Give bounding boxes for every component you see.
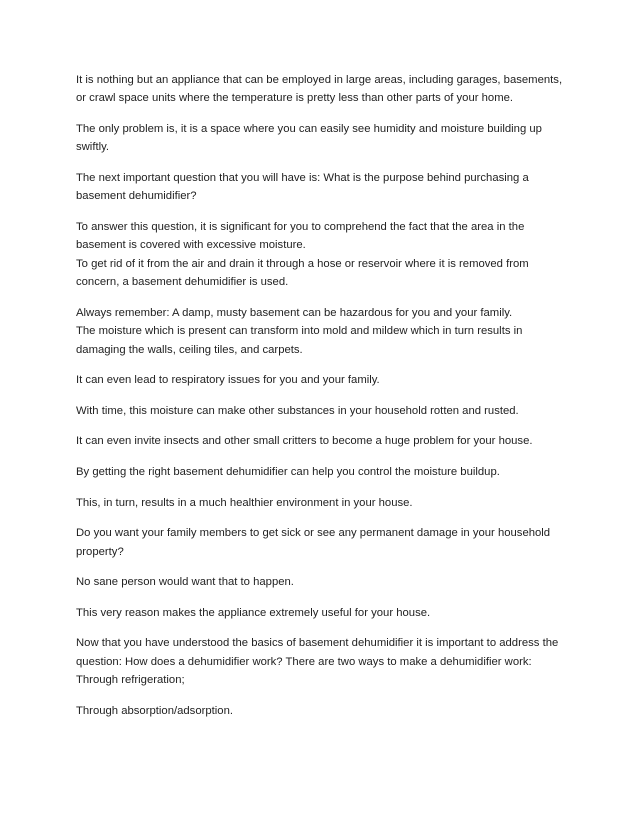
paragraph-14: Now that you have understood the basics of basement dehumidifier it is important to address the question: How does a dehumidifier work? There are two ways to make a dehumidifier work: Through refrigeration; [76, 637, 559, 687]
paragraph-5: Always remember: A damp, musty basement can be hazardous for you and your family. The moisture which is present can transform into mold and mildew which in turn results in damaging the walls, ceiling tiles, and carpets. [76, 306, 523, 356]
paragraph-4: To answer this question, it is significant for you to comprehend the fact that the area in the basement is covered with excessive moisture. To get rid of it from the air and drain it through a hose or reservoir where it is removed from concern, a basement dehumidifier is used. [76, 221, 529, 289]
paragraph-13: This very reason makes the appliance extremely useful for your house. [76, 606, 431, 619]
document-body [76, 71, 566, 732]
paragraph-1: It is nothing but an appliance that can be employed in large areas, including garages, basements, or crawl space units where the temperature is pretty less than other parts of your home. [76, 74, 563, 105]
paragraph-15: Through absorption/adsorption. [76, 704, 234, 717]
paragraph-2: The only problem is, it is a space where you can easily see humidity and moisture building up swiftly. [76, 123, 542, 154]
paragraph-10: This, in turn, results in a much healthier environment in your house. [76, 496, 413, 509]
paragraph-8: It can even invite insects and other small critters to become a huge problem for your house. [76, 435, 533, 448]
paragraph-9: By getting the right basement dehumidifier can help you control the moisture buildup. [76, 466, 500, 478]
paragraph-12: No sane person would want that to happen. [76, 576, 294, 589]
paragraph-7: With time, this moisture can make other substances in your household rotten and rusted. [76, 404, 519, 417]
paragraph-6: It can even lead to respiratory issues for you and your family. [76, 374, 380, 387]
paragraph-11: Do you want your family members to get sick or see any permanent damage in your household property? [76, 527, 551, 558]
paragraph-3: The next important question that you will have is: What is the purpose behind purchasing a basement dehumidifier? [76, 172, 529, 203]
